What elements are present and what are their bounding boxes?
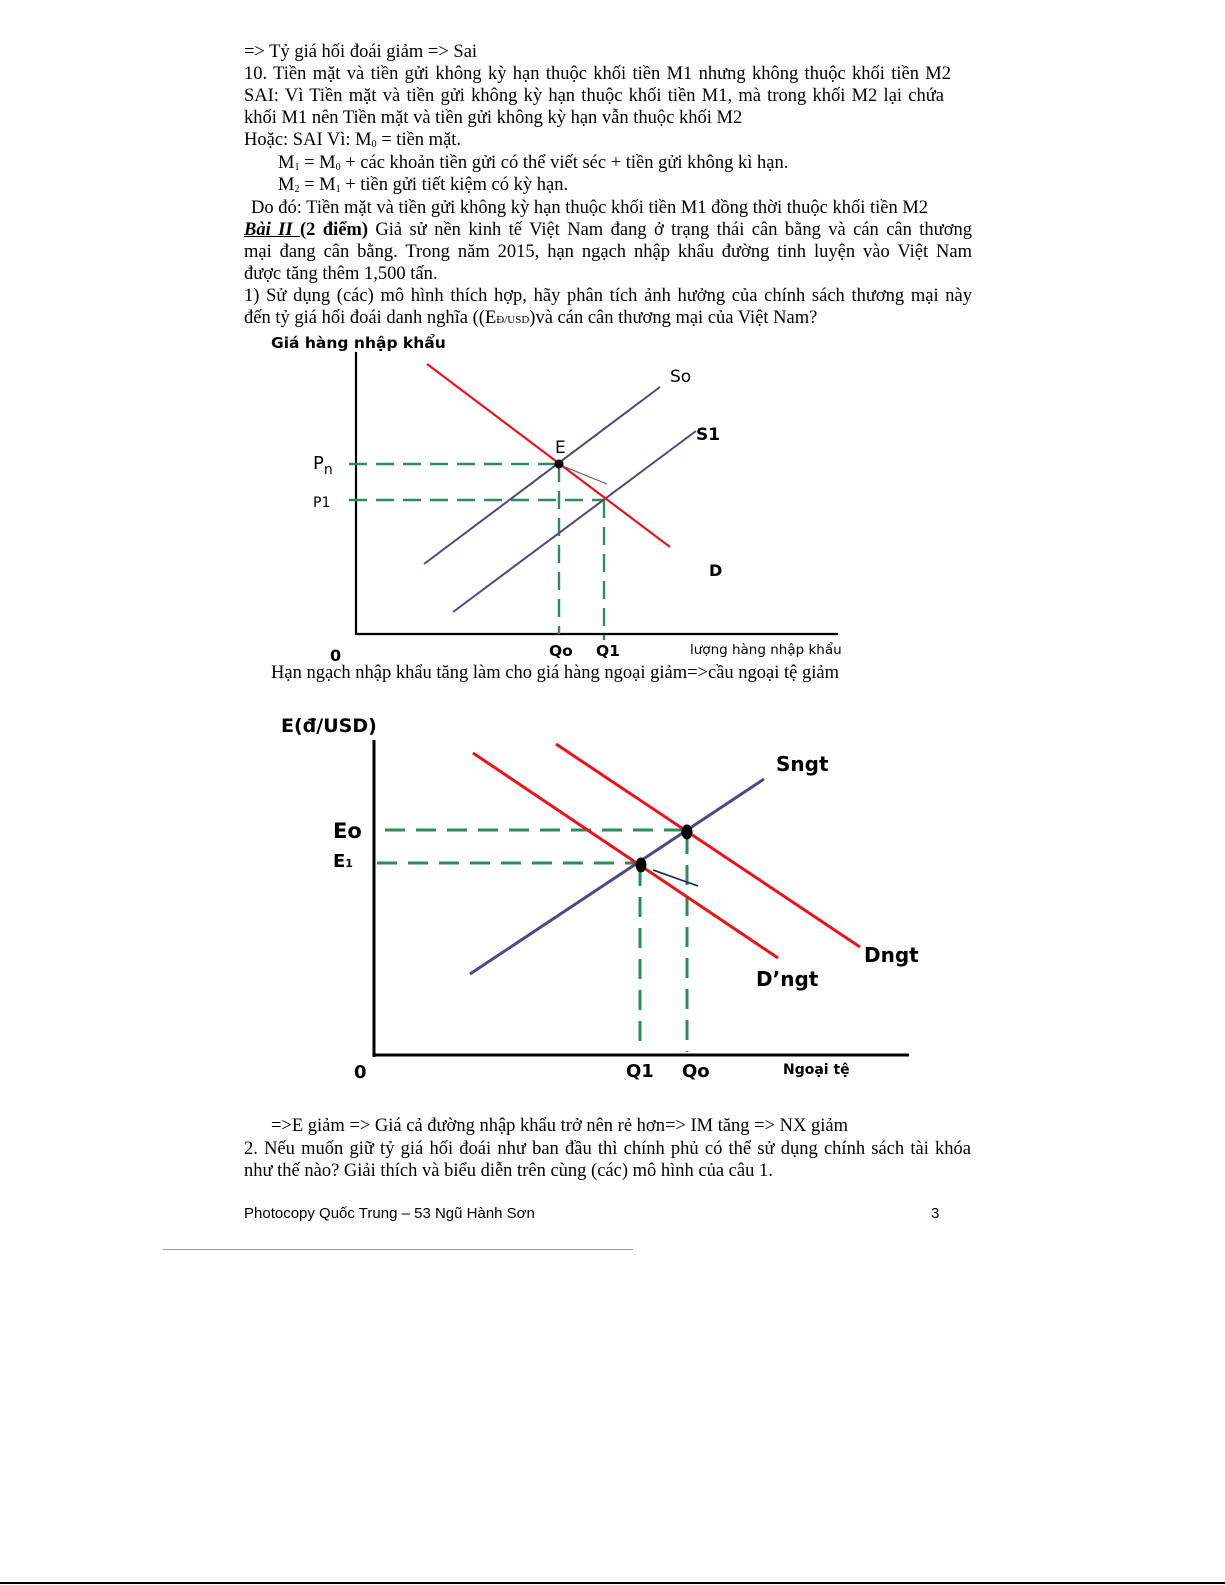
supply-curve-sngt [470, 779, 764, 974]
question-2: 2. Nếu muốn giữ tỷ giá hối đoái như ban đầu thì chính phủ có thể sử dụng chính sách tài khóa [244, 1139, 971, 1159]
text-line: => Tỷ giá hối đoái giảm => Sai [244, 42, 478, 62]
label-origin: 0 [330, 646, 342, 665]
conclusion-line: =>E giảm => Giá cả đường nhập khẩu trở nên rẻ hơn=> IM tăng => NX giảm [271, 1116, 848, 1136]
label-pn: $P_n$ [313, 453, 333, 478]
bottom-border [0, 1582, 1225, 1584]
label-q0: Qo [682, 1061, 710, 1082]
forex-market-diagram [0, 700, 1225, 1100]
demand-curve-d [427, 364, 670, 547]
question-1: 1) Sử dụng (các) mô hình thích hợp, hãy phân tích ảnh hưởng của chính sách thương mại này [244, 286, 972, 306]
label-e0: Eo [333, 819, 362, 843]
label-s1: S1 [696, 425, 721, 445]
text-line: Do đó: Tiền mặt và tiền gửi không kỳ hạn thuộc khối tiền M1 đồng thời thuộc khối tiền M2 [251, 198, 929, 218]
label-e: E [555, 438, 566, 458]
equilibrium-point-e0 [682, 825, 693, 840]
statement-10: 10. Tiền mặt và tiền gửi không kỳ hạn thuộc khối tiền M1 nhưng không thuộc khối tiền M2 [244, 64, 951, 84]
exercise-2-heading: Bài II (2 điểm) Giả sử nền kinh tế Việt Nam đang ở trạng thái cân bằng và cán cân thương [244, 220, 972, 240]
text-line: được tăng thêm 1,500 tấn. [244, 264, 438, 284]
label-q1: Q1 [596, 642, 620, 660]
page-number: 3 [931, 1205, 940, 1222]
label-e1: E1 [333, 851, 353, 872]
label-sngt: Sngt [776, 752, 829, 776]
footer-text: Photocopy Quốc Trung – 53 Ngũ Hành Sơn [244, 1205, 535, 1222]
label-dngt: Dngt [864, 943, 919, 967]
label-q0: Qo [549, 642, 573, 660]
x-axis-label: lượng hàng nhập khẩu [690, 642, 842, 658]
label-s0: So [670, 367, 692, 387]
text-line: Hoặc: SAI Vì: M0 = tiền mặt. [244, 130, 462, 150]
supply-curve-s1 [453, 431, 696, 612]
label-q1: Q1 [626, 1061, 654, 1082]
formula-m2: M2 = M1 + tiền gửi tiết kiệm có kỳ hạn. [278, 175, 569, 195]
equilibrium-point-e [555, 460, 564, 469]
text-line: mại đang cân bằng. Trong năm 2015, hạn ngạch nhập khẩu đường tinh luyện vào Việt Nam [244, 242, 972, 262]
y-axis-label: E(đ/USD) [281, 715, 377, 737]
x-axis-label: Ngoại tệ [783, 1062, 850, 1078]
label-d: D [709, 561, 723, 580]
label-origin: 0 [354, 1062, 367, 1083]
page-separator [163, 1249, 633, 1250]
diagram1-caption: Hạn ngạch nhập khẩu tăng làm cho giá hàng ngoại giảm=>cầu ngoại tệ giảm [271, 663, 839, 683]
supply-curve-s0 [424, 387, 660, 564]
text-line: như thế nào? Giải thích và biểu diễn trên cùng (các) mô hình của câu 1. [244, 1161, 773, 1181]
text-line: khối M1 nên Tiền mặt và tiền gửi không kỳ hạn vẫn thuộc khối M2 [244, 108, 743, 128]
label-p1: P1 [313, 495, 331, 511]
label-d-prime-ngt: D’ngt [756, 967, 819, 991]
text-line: đến tỷ giá hối đoái danh nghĩa ((EĐ/USD)và cán cân thương mại của Việt Nam? [244, 308, 818, 328]
shift-arrow [565, 467, 607, 484]
equilibrium-point-e1 [636, 858, 647, 873]
formula-m1: M1 = M0 + các khoản tiền gửi có thể viết séc + tiền gửi không kì hạn. [278, 153, 789, 173]
y-axis-label: Giá hàng nhập khẩu [271, 334, 446, 352]
import-market-diagram [0, 0, 1225, 700]
text-line: SAI: Vì Tiền mặt và tiền gửi không kỳ hạn thuộc khối tiền M1, mà trong khối M2 lại chứa [244, 86, 944, 106]
demand-curve-d-prime-ngt [473, 753, 778, 958]
